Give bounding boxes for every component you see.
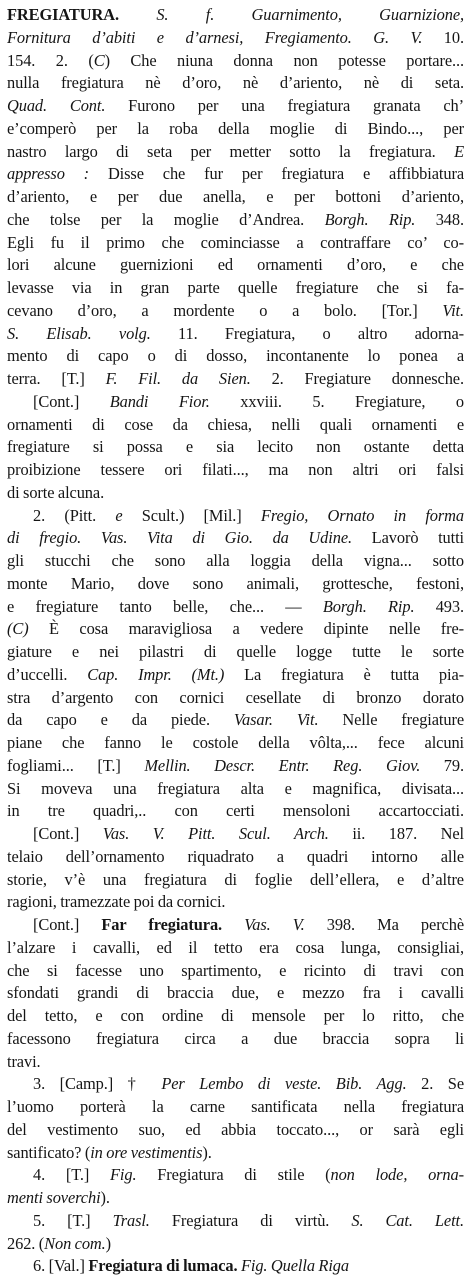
text-line (7, 823, 464, 846)
text-line (7, 618, 464, 641)
text-run: Egli fu il primo che cominciasse a contraffare co’ co- (7, 232, 464, 252)
text-run: da capo e da piede. (7, 710, 234, 730)
italic-reference: Quad. Cont. (7, 96, 106, 115)
text-run: storie, v’è una fregiatura di foglie dell’ellera, e d’altre (7, 869, 464, 889)
text-line (7, 709, 464, 732)
italic-reference: S. Cat. Lett. (351, 1210, 464, 1230)
italic-reference: di fregio. Vas. Vita di Gio. da Udine. (7, 528, 352, 548)
bold-term: Fregiatura di lumaca. (88, 1256, 238, 1276)
italic-reference: in ore vestimentis (90, 1142, 203, 1162)
text-run: La fregiatura è tutta pia- (224, 664, 464, 684)
italic-reference: Fornitura d’abiti e d’arnesi, Fregiamento. G. V. (7, 27, 423, 47)
text-line (7, 1210, 464, 1233)
text-line (7, 596, 464, 619)
text-run: 2. (Pitt. (33, 505, 116, 525)
text-run: d’ariento, e per due anella, e per bottoni d’ariento, (7, 187, 464, 206)
text-run: nulla fregiatura nè d’oro, nè d’ariento, nè di seta. (7, 73, 464, 93)
text-run: 348. (415, 209, 464, 229)
italic-reference: Per Lembo di veste. Bib. Agg. (161, 1074, 407, 1094)
italic-reference: Mellin. Descr. Entr. Reg. Giov. (144, 755, 421, 775)
text-line (7, 1164, 464, 1187)
text-run: di sorte alcuna. (7, 482, 105, 502)
text-line (7, 982, 464, 1005)
text-run: del vestimento suo, ed abbia toccato..., or sarà egli (7, 1119, 464, 1139)
text-run: e fregiature tanto belle, che... — (7, 596, 323, 616)
italic-reference: Vas. V. (244, 915, 305, 934)
text-line (7, 300, 464, 323)
text-run: cevano d’oro, a mordente o a bolo. [Tor.] (7, 300, 443, 320)
text-run: 6. [Val.] (33, 1256, 89, 1276)
text-run: santificato? ( (7, 1142, 91, 1162)
italic-reference: non lode, orna- (330, 1165, 464, 1185)
italic-reference: Cap. Impr. (Mt.) (87, 664, 225, 684)
italic-reference: C (93, 50, 105, 70)
text-run: ). (202, 1142, 212, 1162)
italic-reference: Fig. (109, 1165, 137, 1185)
text-line (7, 391, 464, 414)
italic-reference: Borgh. Rip. (324, 209, 416, 229)
text-run: l’alzare i cavalli, ed il tetto era cosa lunga, consigliai, (7, 937, 464, 957)
text-line (7, 209, 464, 232)
text-run: Lavorò tutti (352, 528, 464, 548)
italic-reference: S. Elisab. volg. (7, 323, 151, 343)
text-run: telaio dell’ornamento riquadrato a quadri intorno alle (7, 846, 464, 866)
text-line (7, 800, 464, 823)
bold-term: Far fregiatura. (101, 915, 223, 934)
text-run (222, 915, 244, 934)
italic-reference: Vit. (442, 300, 464, 320)
italic-reference: (C) (7, 619, 29, 639)
text-line (7, 573, 464, 596)
italic-reference: Borgh. Rip. (322, 596, 415, 616)
entry-text (7, 4, 464, 1278)
text-run: 2. Se (406, 1074, 464, 1094)
text-run: nastro largo di seta per metter sotto la fregiatura. (7, 141, 455, 161)
text-line (7, 960, 464, 983)
text-run: del tetto, e con ordine di mensole per lo ritto, che (7, 1006, 464, 1025)
text-line (7, 778, 464, 801)
text-run: Fregiatura di stile ( (136, 1165, 331, 1185)
italic-reference: Vasar. Vit. (233, 710, 319, 730)
text-line (7, 505, 464, 528)
text-line (7, 1005, 464, 1028)
text-line (7, 641, 464, 664)
text-line (7, 368, 464, 391)
text-run: giature e nei pilastri di quelle logge tutte le sorte (7, 642, 464, 661)
text-line (7, 345, 464, 368)
text-line (7, 1255, 464, 1278)
text-run: 2. Fregiature donnesche. (250, 369, 464, 388)
text-line (7, 72, 464, 95)
text-run: Scult.) [Mil.] (122, 505, 261, 525)
text-run: 398. Ma perchè (304, 915, 464, 934)
italic-reference: S. f. Guarnimento, Guarnizione, (156, 5, 464, 24)
text-line (7, 687, 464, 710)
italic-reference: Bandi Fior. (109, 391, 210, 411)
text-run: l’uomo porterà la carne santificata nella fregiatura (7, 1097, 464, 1116)
italic-reference: Non com. (44, 1233, 106, 1253)
text-run: [Cont.] (33, 824, 103, 843)
text-line (7, 1028, 464, 1051)
text-run: stra d’argento con cornici cesellate di bronzo dorato (7, 687, 464, 707)
italic-reference: e (115, 505, 123, 525)
text-line (7, 550, 464, 573)
text-run: [Cont.] (33, 915, 102, 934)
text-run: Disse che fur per fregiatura e affibbiatura (89, 164, 464, 184)
text-run: 79. (420, 755, 464, 775)
text-run: 5. [T.] (33, 1210, 113, 1230)
text-run: ii. 187. Nel (328, 824, 464, 843)
text-run: che si facesse uno spartimento, e ricinto di travi con (7, 960, 464, 980)
bold-term: FREGIATURA. (7, 5, 157, 24)
text-run: e’comperò per la roba della moglie di Bindo..., per (7, 118, 464, 138)
text-run: d’uccelli. (7, 664, 88, 684)
text-line (7, 664, 464, 687)
text-run: Si moveva una fregiatura alta e magnifica, divisata... (7, 778, 464, 798)
italic-reference: Fig. Quella Riga (240, 1256, 349, 1276)
text-line (7, 527, 464, 550)
text-line (7, 914, 464, 937)
text-line (7, 1187, 464, 1210)
text-line (7, 482, 464, 505)
text-run: facessono fregiatura circa a due braccia sopra li (7, 1028, 464, 1048)
italic-reference: Vas. V. Pitt. Scul. Arch. (102, 824, 329, 843)
text-run: travi. (7, 1051, 41, 1071)
text-line (7, 869, 464, 892)
text-line (7, 846, 464, 869)
text-run: levasse via in gran parte quelle fregiature che si fa- (7, 278, 464, 297)
text-line (7, 118, 464, 141)
text-run: lori alcune guernizioni ed ornamenti d’oro, e che (7, 255, 464, 275)
text-run: È cosa maravigliosa a vedere dipinte nelle fre- (28, 619, 464, 639)
text-run: fregiature si possa e sia lecito non ostante detta (7, 437, 464, 457)
text-run: mento di capo o di dosso, incontanente lo ponea a (7, 346, 464, 366)
text-line (7, 4, 464, 27)
text-line (7, 1096, 464, 1119)
text-line (7, 232, 464, 255)
italic-reference: Trasl. (112, 1210, 150, 1230)
text-run: fogliami... [T.] (7, 755, 145, 775)
text-line (7, 186, 464, 209)
text-run: ). (100, 1188, 110, 1207)
text-line (7, 95, 464, 118)
italic-reference: Fregio, Ornato in forma (260, 505, 464, 525)
text-line (7, 1073, 464, 1096)
text-run: 262. ( (7, 1233, 45, 1253)
text-line (7, 141, 464, 164)
text-run: 4. [T.] (33, 1165, 110, 1185)
text-run: [Cont.] (33, 391, 110, 411)
italic-reference: E (454, 141, 464, 161)
text-line (7, 277, 464, 300)
text-line (7, 414, 464, 437)
text-run: che tolse per la moglie d’Andrea. (7, 209, 325, 229)
text-run: xxviii. 5. Fregiature, o (209, 391, 464, 411)
text-run: Furono per una fregiatura granata ch’ (105, 96, 464, 115)
text-line (7, 755, 464, 778)
text-run: 11. Fregiatura, o altro adorna- (150, 323, 464, 343)
text-run: sfondati grandi di braccia due, e mezzo fra i cavalli (7, 983, 464, 1003)
text-line (7, 163, 464, 186)
text-run: piane che fanno le costole della vôlta,... fece alcuni (7, 733, 464, 752)
text-run: ragioni, tramezzate poi da cornici. (7, 892, 226, 912)
text-run: ornamenti di cose da chiesa, nelli quali ornamenti e (7, 414, 464, 434)
italic-reference: appresso : (7, 164, 90, 184)
text-line (7, 50, 464, 73)
text-line (7, 937, 464, 960)
italic-reference: menti soverchi (7, 1188, 101, 1207)
text-line (7, 732, 464, 755)
italic-reference: F. Fil. da Sien. (105, 369, 251, 388)
text-run: proibizione tessere ori filati..., ma non altri ori falsi (7, 460, 464, 479)
text-run: in tre quadri,.. con certi mensoloni accartocciati. (7, 801, 464, 821)
text-run: gli stucchi che sono alla loggia della vigna... sotto (7, 551, 464, 570)
text-line (7, 1142, 464, 1165)
text-run: 154. 2. ( (7, 50, 94, 70)
text-line (7, 1051, 464, 1074)
text-line (7, 254, 464, 277)
text-run: monte Mario, dove sono animali, grottesche, festoni, (7, 573, 464, 593)
text-line (7, 459, 464, 482)
text-line (7, 891, 464, 914)
text-run: 3. [Camp.] † (33, 1074, 162, 1094)
text-run: terra. [T.] (7, 369, 106, 388)
text-run: ) (105, 1233, 112, 1253)
text-line (7, 436, 464, 459)
text-run: 10. (422, 27, 464, 47)
text-line (7, 1119, 464, 1142)
text-run: ) Che niuna donna non potesse portare... (104, 50, 464, 70)
text-line (7, 1233, 464, 1256)
text-line (7, 323, 464, 346)
text-run: Fregiatura di virtù. (149, 1210, 352, 1230)
text-run: Nelle fregiature (318, 710, 464, 730)
text-line (7, 27, 464, 50)
text-run: 493. (414, 596, 464, 616)
